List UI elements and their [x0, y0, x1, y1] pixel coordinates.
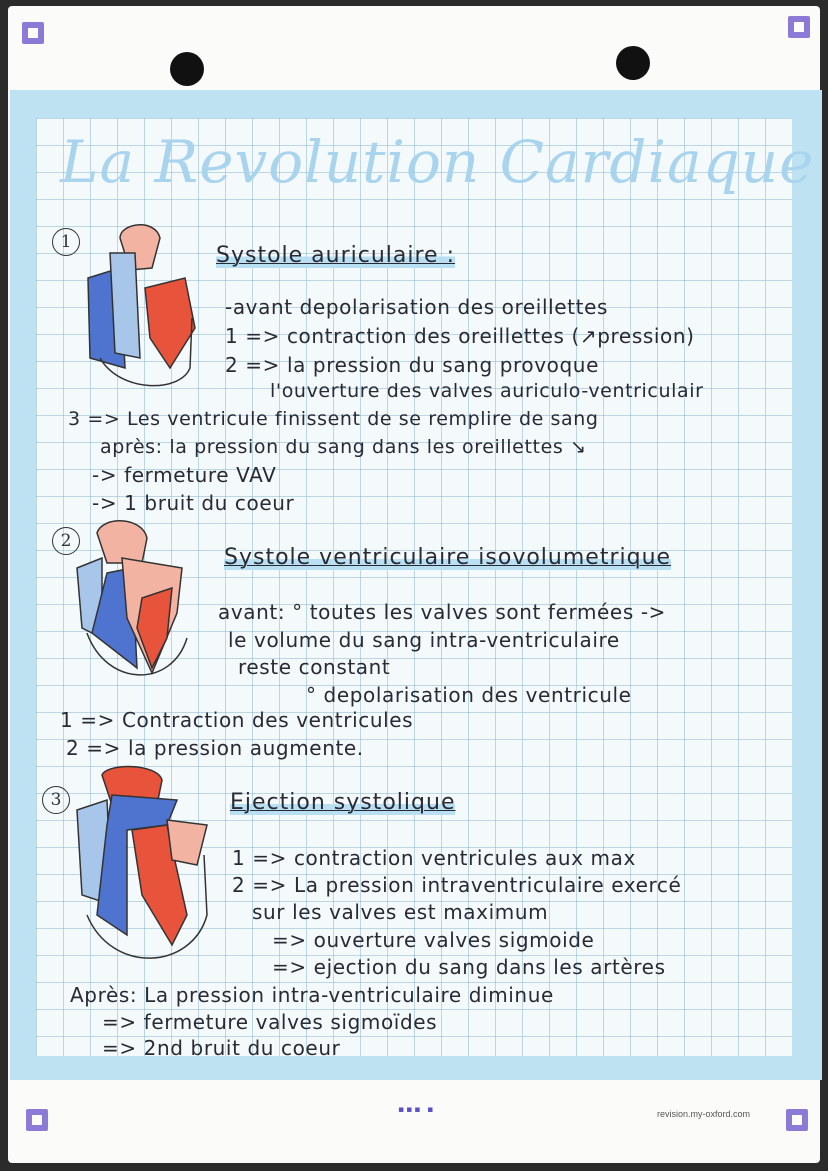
corner-bracket-icon — [22, 22, 44, 44]
note-line: Après: La pression intra-ventriculaire diminue — [70, 983, 554, 1007]
section-number: 1 — [52, 228, 80, 256]
section-heading: Systole auriculaire : — [216, 243, 456, 268]
footer-brand: revision.my-oxford.com — [656, 1109, 750, 1119]
note-line: => 2nd bruit du coeur — [102, 1036, 341, 1060]
corner-bracket-icon — [788, 16, 810, 38]
note-line: => fermeture valves sigmoïdes — [102, 1010, 438, 1034]
note-line: 1 => Contraction des ventricules — [60, 708, 414, 732]
note-line: 3 => Les ventricule finissent de se remplire de sang — [68, 408, 599, 430]
note-line: 2 => la pression augmente. — [66, 736, 364, 760]
section-heading: Ejection systolique — [230, 790, 456, 815]
note-line: reste constant — [238, 655, 391, 679]
note-line: => ejection du sang dans les artères — [272, 955, 666, 979]
note-line: 1 => contraction ventricules aux max — [232, 846, 636, 870]
page-title: La Revolution Cardiaque — [60, 128, 815, 196]
heart-diagram-icon — [80, 218, 200, 393]
note-line: après: la pression du sang dans les oreillettes ↘ — [100, 436, 587, 458]
note-line: le volume du sang intra-ventriculaire — [228, 628, 620, 652]
section-heading: Systole ventriculaire isovolumetrique — [224, 545, 672, 570]
note-line: -> 1 bruit du coeur — [92, 491, 295, 515]
corner-bracket-icon — [26, 1109, 48, 1131]
note-line: 2 => La pression intraventriculaire exercé — [232, 873, 682, 897]
note-line: 1 => contraction des oreillettes (↗pression) — [225, 324, 695, 348]
note-line: sur les valves est maximum — [252, 900, 549, 924]
pagination-dots: ▪▪▪ ▪ — [398, 1105, 436, 1115]
section-number: 3 — [42, 786, 70, 814]
section-number: 2 — [52, 527, 80, 555]
binder-hole — [616, 46, 650, 80]
corner-bracket-icon — [786, 1109, 808, 1131]
heart-diagram-icon — [72, 765, 212, 965]
note-line: 2 => la pression du sang provoque — [225, 353, 599, 377]
note-line: -avant depolarisation des oreillettes — [225, 295, 608, 319]
note-line: l'ouverture des valves auriculo-ventriculair — [270, 380, 704, 402]
note-line: -> fermeture VAV — [92, 463, 277, 487]
note-line: => ouverture valves sigmoide — [272, 928, 595, 952]
binder-hole — [170, 52, 204, 86]
note-line: avant: ° toutes les valves sont fermées -> — [218, 600, 666, 624]
heart-diagram-icon — [72, 518, 197, 688]
note-line: ° depolarisation des ventricule — [306, 683, 632, 707]
